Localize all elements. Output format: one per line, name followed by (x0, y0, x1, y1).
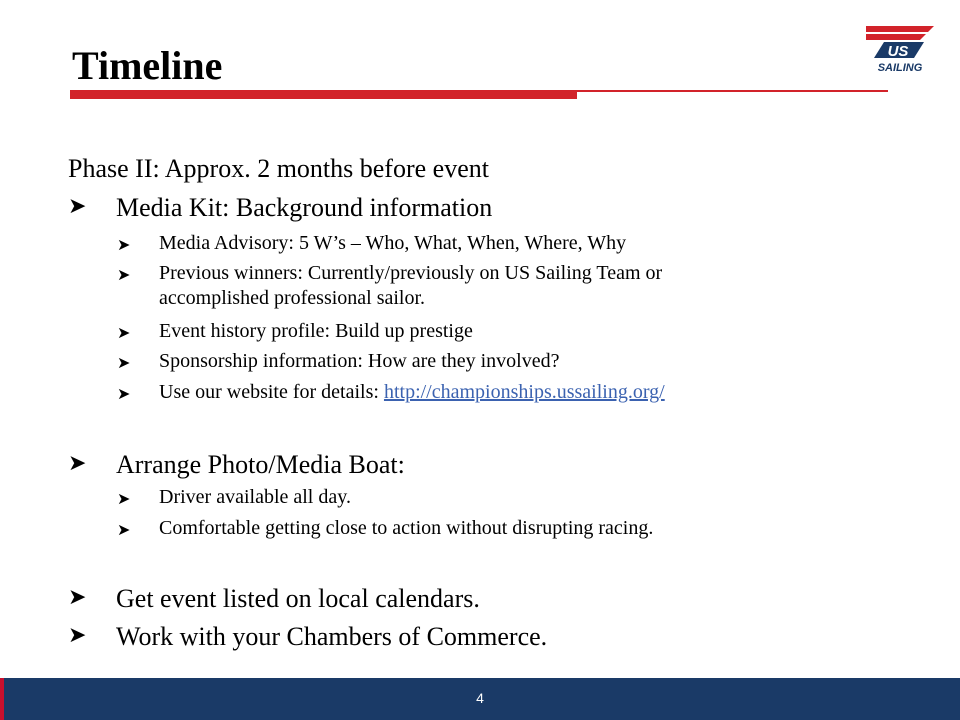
website-link[interactable]: http://championships.ussailing.org/ (383, 381, 665, 403)
arrow-bullet-icon: ➤ (117, 267, 131, 284)
media-kit-item (159, 380, 665, 404)
arrow-bullet-icon: ➤ (68, 622, 87, 647)
photo-boat-item: Comfortable getting close to action without disrupting racing. (159, 517, 654, 539)
media-kit-item: Sponsorship information: How are they involved? (159, 350, 560, 372)
svg-text:SAILING: SAILING (877, 62, 923, 74)
media-kit-item: Media Advisory: 5 W’s – Who, What, When, Where, Why (159, 232, 627, 254)
phase-heading: Phase II: Approx. 2 months before event (68, 154, 489, 183)
arrow-bullet-icon: ➤ (117, 491, 131, 508)
us-sailing-logo (864, 22, 936, 76)
page-number: 4 (476, 690, 484, 706)
slide-title: Timeline (72, 43, 223, 88)
title-underline-thin (577, 90, 888, 92)
arrow-bullet-icon: ➤ (117, 522, 131, 539)
arrow-bullet-icon: ➤ (68, 193, 87, 218)
svg-text:US: US (887, 43, 909, 60)
media-kit-item: Event history profile: Build up prestige (159, 320, 473, 342)
photo-boat-item: Driver available all day. (159, 486, 351, 508)
arrow-bullet-icon: ➤ (68, 450, 87, 475)
arrow-bullet-icon: ➤ (117, 386, 131, 403)
chambers-heading: Work with your Chambers of Commerce. (116, 622, 548, 651)
website-label: Use our website for details: (159, 381, 384, 403)
media-kit-item-continued: accomplished professional sailor. (159, 287, 426, 309)
arrow-bullet-icon: ➤ (117, 325, 131, 342)
arrow-bullet-icon: ➤ (117, 237, 131, 254)
photo-boat-heading: Arrange Photo/Media Boat: (116, 450, 405, 479)
media-kit-heading: Media Kit: Background information (116, 193, 493, 222)
arrow-bullet-icon: ➤ (68, 584, 87, 609)
arrow-bullet-icon: ➤ (117, 355, 131, 372)
title-underline-thick (70, 90, 577, 99)
media-kit-item: Previous winners: Currently/previously on US Sailing Team or (159, 262, 663, 284)
calendars-heading: Get event listed on local calendars. (116, 584, 480, 613)
footer-bar (0, 678, 960, 720)
